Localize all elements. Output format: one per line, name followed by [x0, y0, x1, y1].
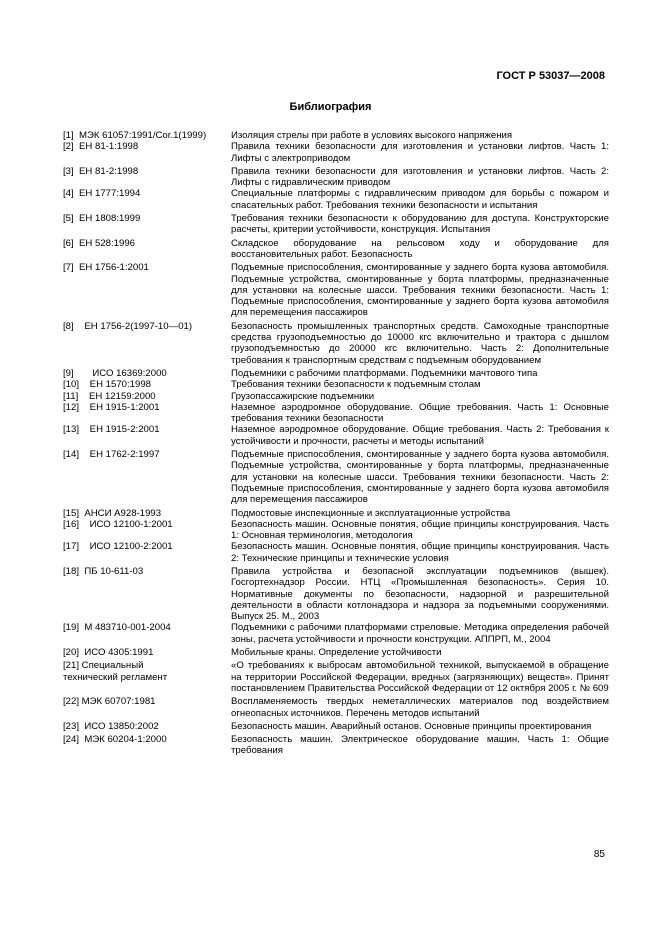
entry-description: Безопасность машин. Основные понятия, общие принципы конструирования. Часть 1: Основная терминология, методология: [231, 518, 609, 542]
entry-description: Безопасность машин. Аварийный останов. Основные принципы проектирования: [231, 720, 592, 732]
bibliography-entry: [63, 449, 609, 505]
bibliography-entry: [63, 566, 609, 622]
entry-description: Безопасность машин. Электрическое оборудование машин. Часть 1: Общие требования: [231, 734, 609, 757]
bibliography-entry: [63, 321, 609, 366]
bibliography-entry: [63, 213, 609, 236]
bibliography-entry: [63, 424, 609, 447]
entry-description: Наземное аэродромное оборудование. Общие требования. Часть 1: Основные требования техники безопасности: [231, 401, 609, 425]
entry-description: Подъемные приспособления, смонтированные у заднего борта кузова автомобиля. Подъемные устройства, смонтированные у борта платформы, предназначенные для установки на колесные шасси. Требования техники безопасности. Часть 2: Подъемные приспособления, смонтированные у заднего борта кузова автомобиля для перемещения пассажиров: [231, 449, 609, 506]
bibliography-entry: [63, 379, 609, 390]
entry-description: «О требованиях к выбросам автомобильной техникой, выпускаемой в обращение на территории Российской Федерации, вредных (загрязняющих) веществ». Принят постановлением Правительства Российской Федерации от 12 октября 2005 г. № 609: [231, 660, 609, 694]
entry-reference: [10] ЕН 1570:1998: [63, 379, 152, 391]
entry-reference: [6] ЕН 528:1996: [63, 237, 136, 249]
entry-reference: [1] МЭК 61057:1991/Cor.1(1999): [63, 130, 207, 141]
entry-description: Безопасность промышленных транспортных средств. Самоходные транспортные средства грузоподъемностью до 10000 кгс включительно и трактора с дышлом грузоподъемностью до 20000 кгс включительно. Часть 2: Дополнительные требования к транспортным средствам с подъемным оборудованием: [231, 320, 609, 366]
entry-reference: [24] МЭК 60204-1:2000: [63, 734, 167, 746]
bibliography-entry: [63, 622, 609, 645]
entry-description: Грузопассажирские подъемники: [231, 390, 375, 402]
bibliography-entry: [63, 696, 609, 719]
entry-description: Правила устройства и безопасной эксплуатации подъемников (вышек). Госгортехнадзор России. НТЦ «Промышленная безопасность». Серия 10. Нормативные документы по безопасности, надзорной и разрешительной деятельности в области котлонадзора и надзора за подъемными сооружениями. Выпуск 25. М., 2003: [231, 565, 609, 623]
entry-description: Подъемники с рабочими платформами. Подъемники мачтового типа: [231, 367, 538, 379]
bibliography-entry: [63, 391, 609, 402]
bibliography-entry: [63, 238, 609, 261]
entry-reference: [19] М 483710-001-2004: [63, 622, 171, 634]
entry-description: Складское оборудование на рельсовом ходу и оборудование для восстановительных работ. Безопасность: [231, 237, 609, 260]
bibliography-entry: [63, 402, 609, 425]
bibliography-entry: [63, 541, 609, 564]
entry-description: Наземное аэродромное оборудование. Общие требования. Часть 2: Требования к устойчивости и прочности, расчеты и методы испытаний: [231, 424, 609, 447]
entry-description: Подъемные приспособления, смонтированные у заднего борта кузова автомобиля. Подъемные устройства, смонтированные у борта платформы, предназначенные для установки на колесные шасси. Требования техники безопасности. Часть 1: Подъемные приспособления, смонтированные у заднего борта кузова автомобиля для перемещения пассажиров: [231, 262, 609, 319]
bibliography-entry: [63, 188, 609, 211]
entry-reference: [21] Специальный технический регламент: [63, 660, 168, 683]
entry-reference: [3] ЕН 81-2:1998: [63, 165, 139, 177]
bibliography-entry: [63, 141, 609, 164]
bibliography-entry: [63, 130, 609, 141]
entry-description: Воспламеняемость твердых неметаллических материалов под воздействием огнеопасных источников. Перечень методов испытаний: [231, 696, 609, 719]
entry-reference: [22] МЭК 60707:1981: [63, 696, 156, 708]
bibliography-entry: [63, 166, 609, 189]
entry-reference: [18] ПБ 10-611-03: [63, 565, 144, 577]
bibliography-entry: [63, 508, 609, 519]
entry-reference: [7] ЕН 1756-1:2001: [63, 262, 149, 274]
entry-description: Безопасность машин. Основные понятия, общие принципы конструирования. Часть 2: Технические принципы и технические условия: [231, 541, 609, 564]
entry-reference: [12] ЕН 1915-1:2001: [63, 401, 160, 413]
entry-reference: [4] ЕН 1777:1994: [63, 188, 141, 200]
entry-description: Требования техники безопасности к подъемным столам: [231, 379, 481, 391]
entry-reference: [5] ЕН 1808:1999: [63, 213, 141, 225]
entry-description: Подъемники с рабочими платформами стреловые. Методика определения рабочей зоны, расчета устойчивости и прочности конструкции. АППРП, М., 2004: [231, 622, 609, 645]
bibliography-entry: [63, 262, 609, 318]
page-number: 85: [593, 849, 605, 860]
entry-description: Правила техники безопасности для изготовления и установки лифтов. Часть 2: Лифты с гидравлическим приводом: [231, 165, 609, 189]
entry-reference: [16] ИСО 12100-1:2001: [63, 518, 173, 530]
entry-reference: [17] ИСО 12100-2:2001: [63, 541, 173, 553]
entry-reference: [13] ЕН 1915-2:2001: [63, 424, 160, 436]
entry-reference: [15] АНСИ А928-1993: [63, 507, 162, 519]
entry-description: Изоляция стрелы при работе в условиях высокого напряжения: [231, 130, 513, 141]
entry-reference: [8] ЕН 1756-2(1997-10—01): [63, 320, 193, 332]
entry-reference: [23] ИСО 13850:2002: [63, 720, 159, 732]
entry-reference: [9] ИСО 16369:2000: [63, 367, 167, 379]
entry-description: Подмостовые инспекционные и эксплуатационные устройства: [231, 507, 511, 519]
bibliography-entry: [63, 647, 609, 658]
entry-description: Мобильные краны. Определение устойчивости: [231, 647, 442, 659]
entry-description: Правила техники безопасности для изготовления и установки лифтов. Часть 1: Лифты с электроприводом: [231, 141, 609, 164]
bibliography-entry: [63, 368, 609, 379]
entry-reference: [2] ЕН 81-1:1998: [63, 141, 139, 153]
bibliography-entry: [63, 519, 609, 542]
bibliography-entry: [63, 660, 609, 694]
entry-reference: [14] ЕН 1762-2:1997: [63, 449, 160, 461]
bibliography-entry: [63, 721, 609, 732]
document-id: ГОСТ Р 53037—2008: [496, 70, 605, 82]
entry-reference: [20] ИСО 4305:1991: [63, 647, 154, 659]
entry-description: Требования техники безопасности к оборудованию для доступа. Конструкторские расчеты, критерии устойчивости, конструкция. Испытания: [231, 213, 609, 236]
entry-reference: [11] ЕН 12159:2000: [63, 390, 156, 402]
entry-description: Специальные платформы с гидравлическим приводом для борьбы с пожаром и спасательных работ. Требования техники безопасности и испытания: [231, 188, 609, 211]
bibliography-entry: [63, 734, 609, 757]
bibliography-list: [63, 130, 609, 757]
page-title: Библиография: [289, 101, 372, 113]
